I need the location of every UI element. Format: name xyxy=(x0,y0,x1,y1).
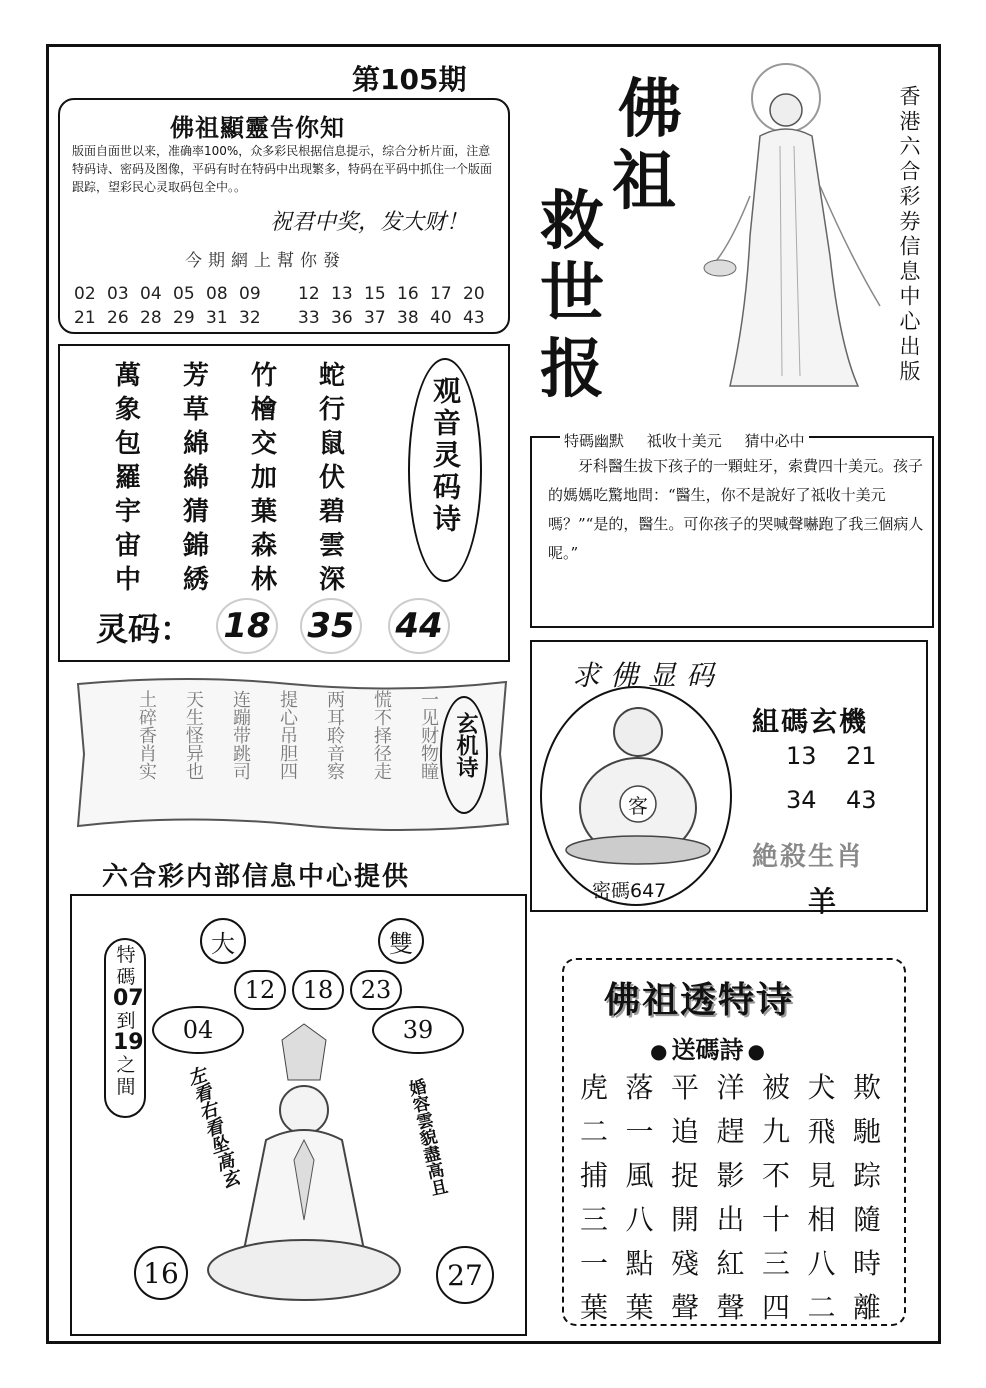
numbers-right-row2 xyxy=(298,308,496,328)
corner-number-left: 16 xyxy=(134,1246,188,1300)
zuma-number: 34 xyxy=(786,786,817,814)
xuanji-col: 两耳聆音察 xyxy=(324,690,345,780)
number: 36 xyxy=(331,308,353,328)
poem-char: 碧 xyxy=(319,497,346,527)
special-poem-sub: ● 送碼詩 ● xyxy=(650,1035,765,1064)
zuma-number: 13 xyxy=(786,742,817,770)
provider-line: 六合彩内部信息中心提供 xyxy=(102,862,411,892)
poem-char: 蛇 xyxy=(319,361,346,391)
notice-body: 版面自面世以来，准确率100%，众多彩民根据信息提示，综合分析片面，注意特码诗、密码及图像，平码有时在特码中出现繁多，特码在平码中抓住一个版面跟踪，望彩民心灵取码包全中。。 xyxy=(72,144,493,194)
xuanji-label: 玄机诗 xyxy=(453,712,479,778)
number: 28 xyxy=(140,308,162,328)
poem-char: 森 xyxy=(251,531,278,561)
poem-char: 包 xyxy=(115,429,142,459)
number: 21 xyxy=(74,308,96,328)
xuanji-col: 慌不择径走 xyxy=(371,690,392,780)
xuanji-col: 土碎香肖实 xyxy=(136,690,157,780)
laughing-buddha-illustration xyxy=(560,700,716,868)
zuma-number: 21 xyxy=(846,742,877,770)
buddha-badge: 客 xyxy=(628,794,648,818)
xuanji-grid xyxy=(112,690,441,780)
lingma-number: 44 xyxy=(388,598,450,654)
masthead-char: 救 xyxy=(540,184,604,259)
numbers-left-row1 xyxy=(74,284,272,304)
guanyin-standing-illustration xyxy=(690,56,886,402)
number: 31 xyxy=(206,308,228,328)
number: 38 xyxy=(397,308,419,328)
number: 04 xyxy=(140,284,162,304)
top-number: 23 xyxy=(350,970,402,1010)
poem-char: 羅 xyxy=(115,463,142,493)
poem-char: 綉 xyxy=(183,565,210,595)
poem-char: 檜 xyxy=(251,395,278,425)
number: 40 xyxy=(430,308,452,328)
numbers-left-row2 xyxy=(74,308,272,328)
masthead-char: 佛 xyxy=(618,72,682,147)
poem-char: 伏 xyxy=(319,463,346,493)
special-poem-grid: 虎 落 平 洋 被 犬 欺 二 一 追 趕 九 飛 馳 捕 風 捉 影 不 見 踪 三 八 開 出 十 相 隨 一 點 殘 紅 三 八 時 葉 葉 聲 聲 四 二 離 xyxy=(580,1071,882,1324)
kill-zodiac-label: 絶殺生肖 xyxy=(752,842,865,872)
poem-char: 芳 xyxy=(183,361,210,391)
poem-char: 綿 xyxy=(183,429,210,459)
poem-char: 宇 xyxy=(115,497,142,527)
poem-char: 葉 xyxy=(251,497,278,527)
poem-char: 猜 xyxy=(183,497,210,527)
number: 17 xyxy=(430,284,452,304)
publisher-vertical: 香港六合彩券信息中心出版 xyxy=(897,85,921,385)
number: 29 xyxy=(173,308,195,328)
double-badge: 雙 xyxy=(378,918,424,964)
number: 16 xyxy=(397,284,419,304)
notice-wish: 祝君中奖，发大财！ xyxy=(270,210,469,235)
zuma-title: 組碼玄機 xyxy=(752,707,868,738)
lingma-number: 35 xyxy=(300,598,362,654)
side-number-left: 04 xyxy=(152,1006,244,1054)
lingma-number: 18 xyxy=(216,598,278,654)
poem-char: 錦 xyxy=(183,531,210,561)
issue-number: 第105期 xyxy=(352,63,467,96)
poem-char: 加 xyxy=(251,463,278,493)
number: 09 xyxy=(239,284,261,304)
masthead-char: 世 xyxy=(540,256,604,331)
number: 03 xyxy=(107,284,129,304)
number: 32 xyxy=(239,308,261,328)
guanyin-poem-grid xyxy=(115,355,387,595)
riddle-header-left: 特碼幽默 xyxy=(564,432,625,450)
bullet-icon: ● xyxy=(747,1039,765,1063)
riddle-header-right: 猜中必中 xyxy=(744,432,805,450)
poem-char: 萬 xyxy=(115,361,142,391)
top-number: 18 xyxy=(292,970,344,1010)
mima-text: 密碼647 xyxy=(592,880,667,902)
number: 20 xyxy=(463,284,485,304)
number: 33 xyxy=(298,308,320,328)
poem-char: 綿 xyxy=(183,463,210,493)
number: 08 xyxy=(206,284,228,304)
top-number: 12 xyxy=(234,970,286,1010)
special-range: 特 碼 07 到 19 之 間 xyxy=(113,944,144,1098)
number: 02 xyxy=(74,284,96,304)
number: 12 xyxy=(298,284,320,304)
number: 05 xyxy=(173,284,195,304)
xuanji-col: 连蹦带跳司 xyxy=(230,690,251,780)
poem-char: 林 xyxy=(251,565,278,595)
riddle-header xyxy=(560,430,809,451)
poem-char: 行 xyxy=(319,395,346,425)
number: 43 xyxy=(463,308,485,328)
guanyin-poem-label: 观音灵码诗 xyxy=(429,376,462,536)
poem-char: 鼠 xyxy=(319,429,346,459)
number: 13 xyxy=(331,284,353,304)
corner-number-right: 27 xyxy=(436,1246,494,1304)
number: 15 xyxy=(364,284,386,304)
right-verse: 婚容雲貌盡高且 xyxy=(403,1077,449,1198)
poem-char: 竹 xyxy=(251,361,278,391)
poem-char: 宙 xyxy=(115,531,142,561)
side-number-right: 39 xyxy=(372,1006,464,1054)
masthead-char: 报 xyxy=(540,332,604,407)
poem-char: 雲 xyxy=(319,531,346,561)
xuanji-col: 天生怪异也 xyxy=(183,690,204,780)
notice-subtitle: 今期網上幫你發 xyxy=(185,251,346,271)
poem-char: 草 xyxy=(183,395,210,425)
xuanji-col: 一见财物瞳 xyxy=(418,690,439,780)
bullet-icon: ● xyxy=(650,1039,668,1063)
number: 26 xyxy=(107,308,129,328)
zuma-number: 43 xyxy=(846,786,877,814)
big-badge: 大 xyxy=(200,918,246,964)
number: 37 xyxy=(364,308,386,328)
numbers-right-row1 xyxy=(298,284,496,304)
notice-title: 佛祖顯靈告你知 xyxy=(170,113,345,142)
special-poem-title: 佛祖透特诗 xyxy=(604,979,795,1021)
poem-char: 交 xyxy=(251,429,278,459)
lingma-label: 灵码： xyxy=(96,610,193,648)
masthead-char: 祖 xyxy=(612,144,676,219)
kill-zodiac-value: 羊 xyxy=(808,885,837,918)
poem-char: 中 xyxy=(115,565,142,595)
buddha-arc-text: 求佛显码 xyxy=(572,659,725,692)
riddle-header-mid: 祗收十美元 xyxy=(646,432,722,450)
poem-char: 深 xyxy=(319,565,346,595)
left-verse: 左看右看坠高玄 xyxy=(182,1064,242,1191)
riddle-body: 牙科醫生拔下孩子的一顆蛀牙，索費四十美元。孩子的媽媽吃驚地問：“醫生，你不是說好了祗收十美元嗎？”“是的，醫生。可你孩子的哭喊聲嚇跑了我三個病人呢。” xyxy=(548,457,924,562)
poem-char: 象 xyxy=(115,395,142,425)
xuanji-col: 提心吊胆四 xyxy=(277,690,298,780)
